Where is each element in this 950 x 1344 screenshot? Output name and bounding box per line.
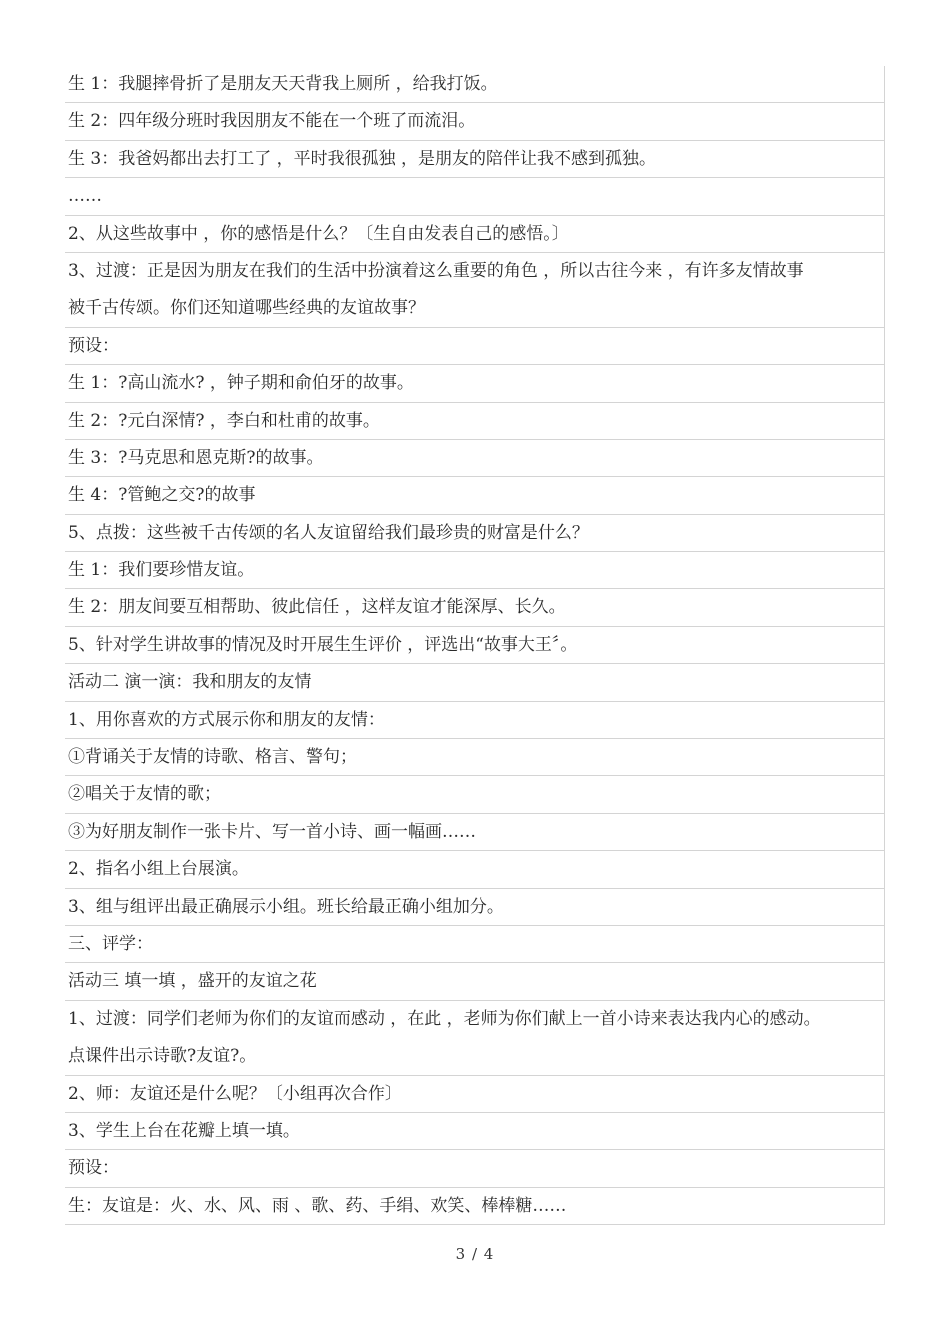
- text-body: [65, 66, 885, 1225]
- text-line: 生 3：我爸妈都出去打工了 ，平时我很孤独 ，是朋友的陪伴让我不感到孤独。: [65, 141, 885, 178]
- text-line: 3、学生上台在花瓣上填一填。: [65, 1113, 885, 1150]
- text-line: 生：友谊是：火、水、风、雨 、歌、药、手绢、欢笑、棒棒糖……: [65, 1188, 885, 1225]
- text-line: 2、从这些故事中 ，你的感悟是什么？〔生自由发表自己的感悟。〕: [65, 216, 885, 253]
- text-line: 活动二 演一演：我和朋友的友情: [65, 664, 885, 701]
- text-line: 3、过渡：正是因为朋友在我们的生活中扮演着这么重要的角色 ，所以古往今来 ，有许多友情故事: [65, 253, 885, 290]
- text-line: ②唱关于友情的歌；: [65, 776, 885, 813]
- text-line: 5、点拨：这些被千古传颂的名人友谊留给我们最珍贵的财富是什么？: [65, 515, 885, 552]
- text-line: 2、师：友谊还是什么呢？〔小组再次合作〕: [65, 1076, 885, 1113]
- text-line: 5、针对学生讲故事的情况及时开展生生评价 ，评选出“故事大王〞。: [65, 627, 885, 664]
- text-line: 生 2：朋友间要互相帮助、彼此信任 ，这样友谊才能深厚、长久。: [65, 589, 885, 626]
- text-line: 预设：: [65, 1150, 885, 1187]
- text-line: 生 1：我腿摔骨折了是朋友天天背我上厕所 ，给我打饭。: [65, 66, 885, 103]
- text-line: 活动三 填一填 ，盛开的友谊之花: [65, 963, 885, 1000]
- text-line: 点课件出示诗歌?友谊?。: [65, 1038, 885, 1075]
- text-line: 3、组与组评出最正确展示小组。班长给最正确小组加分。: [65, 889, 885, 926]
- text-line: 生 2：四年级分班时我因朋友不能在一个班了而流泪。: [65, 103, 885, 140]
- text-line: 生 2：?元白深情? ，李白和杜甫的故事。: [65, 403, 885, 440]
- text-line: ……: [65, 178, 885, 215]
- text-line: 三、评学：: [65, 926, 885, 963]
- text-line: 预设：: [65, 328, 885, 365]
- text-line: ③为好朋友制作一张卡片、写一首小诗、画一幅画……: [65, 814, 885, 851]
- text-line: 1、用你喜欢的方式展示你和朋友的友情：: [65, 702, 885, 739]
- text-line: 生 3：?马克思和恩克斯?的故事。: [65, 440, 885, 477]
- text-line: 生 4：?管鲍之交?的故事: [65, 477, 885, 514]
- text-line: 2、指名小组上台展演。: [65, 851, 885, 888]
- text-line: 生 1：我们要珍惜友谊。: [65, 552, 885, 589]
- page-number: 3 / 4: [455, 1245, 495, 1263]
- text-line: 生 1：?高山流水? ，钟子期和俞伯牙的故事。: [65, 365, 885, 402]
- text-line: ①背诵关于友情的诗歌、格言、警句；: [65, 739, 885, 776]
- text-line: 1、过渡：同学们老师为你们的友谊而感动 ，在此 ，老师为你们献上一首小诗来表达我内心的感动。: [65, 1001, 885, 1038]
- text-line: 被千古传颂。你们还知道哪些经典的友谊故事？: [65, 290, 885, 327]
